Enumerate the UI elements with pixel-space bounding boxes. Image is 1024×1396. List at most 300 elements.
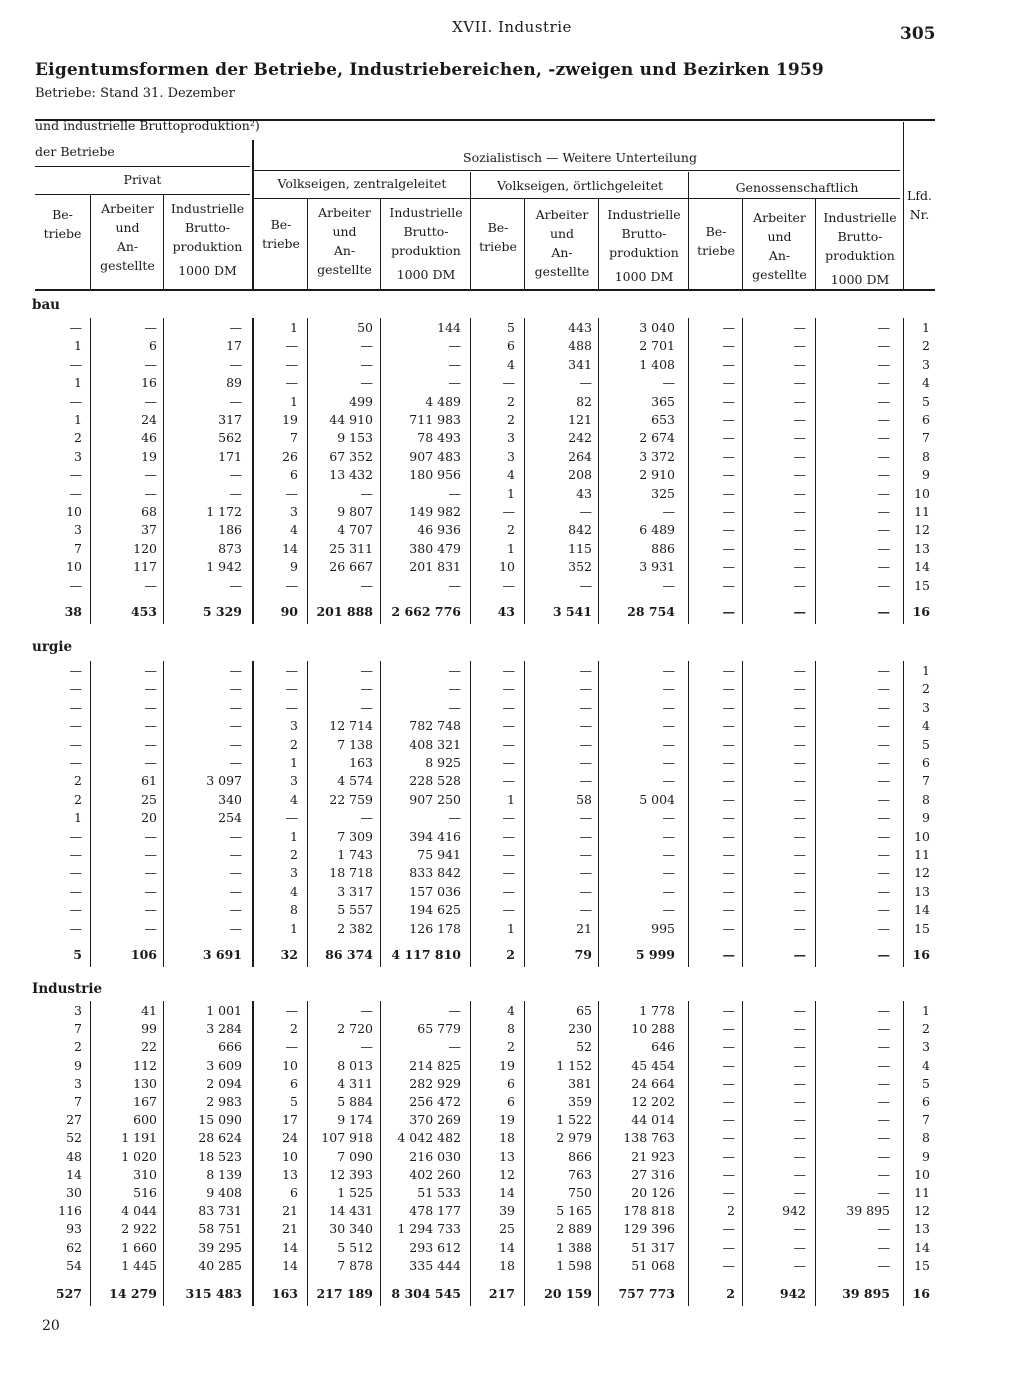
table-cell: —	[144, 847, 157, 862]
table-cell: —	[722, 902, 735, 918]
table-cell: 9	[74, 1057, 82, 1073]
table-cell: 106	[130, 947, 157, 962]
table-cell: 335 444	[409, 1257, 461, 1273]
table-cell: —	[662, 504, 675, 519]
table-cell: —	[285, 1003, 298, 1018]
table-cell: —	[579, 504, 592, 519]
table-cell: —	[793, 393, 806, 409]
table-cell: —	[877, 1003, 890, 1018]
table-cell: 2	[74, 791, 82, 807]
table-cell: 20	[141, 810, 157, 826]
body-rule-2-9	[598, 661, 599, 967]
running-head: XVII. Industrie	[452, 18, 572, 36]
table-cell: —	[793, 504, 806, 519]
table-cell: —	[793, 1094, 806, 1109]
table-cell: —	[877, 356, 890, 372]
table-cell: 2	[726, 1286, 735, 1301]
table-cell: 26 667	[329, 559, 373, 575]
body-rule-2-11	[742, 661, 743, 967]
row-number: 7	[922, 1112, 930, 1128]
table-cell: —	[793, 847, 806, 862]
table-cell: 2	[507, 1039, 515, 1055]
section-title-2: urgie	[32, 639, 73, 655]
table-cell: 10 288	[631, 1021, 675, 1037]
table-cell: —	[793, 699, 806, 715]
table-cell: —	[722, 1021, 735, 1037]
table-cell: 3 317	[337, 883, 373, 899]
table-cell: 264	[568, 448, 592, 464]
table-cell: —	[877, 847, 890, 862]
table-cell: 13	[282, 1166, 298, 1182]
body-rule-1-1	[90, 318, 91, 624]
table-cell: —	[793, 577, 806, 593]
table-cell: —	[285, 356, 298, 372]
table-cell: 3	[290, 773, 298, 789]
table-cell: —	[144, 577, 157, 593]
table-cell: 1 942	[206, 559, 242, 575]
table-cell: —	[877, 320, 890, 335]
subheader-unit-gen: 1000 DM	[830, 272, 890, 287]
table-cell: 7	[290, 430, 298, 446]
table-cell: 763	[568, 1166, 592, 1182]
table-cell: —	[877, 430, 890, 446]
table-cell: 8	[507, 1021, 515, 1037]
table-cell: —	[793, 356, 806, 372]
row-number: 3	[922, 699, 930, 715]
table-cell: 39 895	[842, 1286, 890, 1301]
table-cell: 5 165	[556, 1203, 592, 1219]
table-cell: 52	[66, 1130, 82, 1146]
table-cell: 228 528	[409, 773, 461, 789]
table-cell: 1	[507, 920, 515, 936]
table-cell: —	[877, 828, 890, 844]
table-cell: 217	[488, 1286, 515, 1301]
table-cell: —	[722, 1130, 735, 1146]
table-cell: 14 431	[329, 1203, 373, 1219]
header-volkseigen-oertlich: Volkseigen, örtlichgeleitet	[497, 178, 663, 193]
table-cell: 10	[282, 1057, 298, 1073]
table-cell: 180 956	[409, 467, 461, 483]
table-cell: 32	[280, 947, 298, 962]
table-cell: 44 014	[631, 1112, 675, 1128]
table-cell: —	[877, 865, 890, 881]
table-cell: 51 068	[631, 1257, 675, 1273]
table-cell: —	[793, 375, 806, 391]
table-cell: —	[722, 865, 735, 881]
body-rule-3-1	[90, 1001, 91, 1306]
table-cell: —	[877, 681, 890, 697]
table-cell: 21 923	[631, 1148, 675, 1164]
table-cell: 2	[74, 1039, 82, 1055]
row-number: 4	[922, 375, 930, 391]
table-cell: 65	[576, 1003, 592, 1018]
table-cell: 27	[66, 1112, 82, 1128]
table-cell: —	[69, 467, 82, 483]
table-cell: 186	[218, 522, 242, 538]
table-cell: —	[360, 338, 373, 354]
table-cell: —	[722, 1166, 735, 1182]
row-number: 14	[914, 902, 930, 918]
table-cell: 2	[74, 430, 82, 446]
table-cell: —	[722, 810, 735, 826]
table-cell: —	[722, 412, 735, 427]
table-cell: 488	[568, 338, 592, 354]
row-number: 5	[922, 1075, 930, 1091]
table-cell: 3 372	[639, 448, 675, 464]
table-cell: —	[722, 393, 735, 409]
subheader-produktion-vz: Industrielle Brutto- produktion	[389, 205, 463, 258]
subheader-betriebe-gen: Be- triebe	[697, 224, 735, 258]
table-cell: 19	[499, 1112, 515, 1128]
table-cell: 866	[568, 1148, 592, 1164]
table-cell: —	[144, 920, 157, 936]
table-cell: —	[229, 356, 242, 372]
table-cell: —	[793, 1021, 806, 1037]
page-number: 305	[900, 24, 936, 44]
table-cell: 116	[58, 1203, 82, 1219]
body-rule-3-11	[742, 1001, 743, 1306]
table-cell: 10	[282, 1148, 298, 1164]
table-cell: —	[448, 1039, 461, 1055]
table-cell: —	[722, 947, 735, 962]
table-cell: —	[144, 663, 157, 678]
table-cell: —	[793, 1003, 806, 1018]
table-cell: —	[579, 663, 592, 678]
table-cell: —	[793, 338, 806, 354]
table-cell: 600	[133, 1112, 157, 1128]
table-cell: 408 321	[409, 736, 461, 752]
table-cell: 3 097	[206, 773, 242, 789]
table-cell: 5	[290, 1094, 298, 1109]
table-cell: —	[877, 604, 890, 619]
body-rule-2-7	[470, 661, 471, 967]
table-cell: —	[793, 467, 806, 483]
table-cell: 43	[497, 604, 515, 619]
table-cell: 27 316	[631, 1166, 675, 1182]
row-number: 3	[922, 1039, 930, 1055]
table-cell: —	[229, 467, 242, 483]
table-cell: 3	[290, 865, 298, 881]
table-cell: 5 004	[639, 791, 675, 807]
row-number: 4	[922, 1057, 930, 1073]
table-cell: —	[877, 718, 890, 734]
table-cell: —	[877, 1130, 890, 1146]
table-cell: —	[448, 577, 461, 593]
table-cell: 217 189	[316, 1286, 373, 1301]
table-cell: 12 202	[631, 1094, 675, 1109]
table-cell: 5 557	[337, 902, 373, 918]
table-cell: —	[793, 810, 806, 826]
table-cell: —	[722, 540, 735, 556]
table-cell: —	[662, 699, 675, 715]
table-cell: —	[877, 338, 890, 354]
table-cell: —	[360, 681, 373, 697]
body-rule-2-6	[380, 661, 381, 967]
table-cell: —	[722, 791, 735, 807]
table-cell: 7 138	[337, 736, 373, 752]
table-cell: —	[722, 338, 735, 354]
body-rule-3-13	[903, 1001, 904, 1306]
rule-under-sozialistisch	[254, 170, 900, 171]
table-cell: —	[877, 1185, 890, 1200]
table-cell: —	[69, 828, 82, 844]
table-cell: —	[144, 718, 157, 734]
table-cell: 842	[568, 522, 592, 538]
table-cell: —	[579, 577, 592, 593]
table-cell: 1	[290, 828, 298, 844]
body-rule-1-9	[598, 318, 599, 624]
section-title-3: Industrie	[32, 981, 103, 997]
table-cell: 317	[218, 412, 242, 427]
table-cell: —	[360, 577, 373, 593]
table-cell: —	[662, 681, 675, 697]
table-cell: —	[69, 681, 82, 697]
table-cell: —	[502, 883, 515, 899]
table-cell: 757 773	[618, 1286, 675, 1301]
table-cell: 6	[290, 467, 298, 483]
row-number: 2	[922, 338, 930, 354]
table-cell: 873	[218, 540, 242, 556]
vline-vz-1	[307, 199, 308, 290]
row-number: 6	[922, 755, 930, 770]
table-cell: —	[662, 847, 675, 862]
header-volkseigen-zentral: Volkseigen, zentralgeleitet	[277, 176, 447, 191]
subheader-produktion-vo: Industrielle Brutto- produktion	[607, 207, 681, 260]
table-cell: —	[502, 902, 515, 918]
table-cell: 646	[651, 1039, 675, 1055]
table-cell: 1	[507, 540, 515, 556]
table-cell: —	[877, 1094, 890, 1109]
table-cell: 4 042 482	[397, 1130, 461, 1146]
row-number: 16	[912, 947, 930, 962]
row-number: 1	[922, 1003, 930, 1018]
table-cell: 1 660	[121, 1239, 157, 1255]
table-cell: 19	[141, 448, 157, 464]
table-cell: 41	[141, 1003, 157, 1018]
table-cell: —	[69, 736, 82, 752]
row-number: 15	[914, 577, 930, 593]
subheader-produktion-gen: Industrielle Brutto- produktion	[823, 210, 897, 263]
table-cell: 341	[568, 356, 592, 372]
table-cell: —	[579, 883, 592, 899]
table-cell: —	[662, 375, 675, 391]
table-cell: 19	[499, 1057, 515, 1073]
table-cell: 394 416	[409, 828, 461, 844]
table-cell: 4 311	[337, 1075, 373, 1091]
table-cell: —	[229, 847, 242, 862]
table-cell: 6 489	[639, 522, 675, 538]
row-number: 9	[922, 1148, 930, 1164]
table-cell: —	[229, 699, 242, 715]
table-cell: 9 408	[206, 1185, 242, 1200]
table-cell: 25	[141, 791, 157, 807]
table-cell: 310	[133, 1166, 157, 1182]
table-cell: 1 020	[121, 1148, 157, 1164]
table-cell: —	[144, 320, 157, 335]
table-cell: 499	[349, 393, 373, 409]
table-cell: 144	[437, 320, 461, 335]
table-cell: —	[793, 1130, 806, 1146]
rule-under-subgroups	[254, 198, 900, 199]
row-number: 13	[914, 1221, 930, 1237]
table-cell: 208	[568, 467, 592, 483]
table-cell: 58 751	[198, 1221, 242, 1237]
table-cell: —	[662, 736, 675, 752]
table-cell: —	[662, 828, 675, 844]
table-cell: —	[579, 718, 592, 734]
table-cell: 13 432	[329, 467, 373, 483]
table-cell: 58	[576, 791, 592, 807]
table-cell: —	[360, 1039, 373, 1055]
table-cell: 4 117 810	[391, 947, 461, 962]
table-cell: —	[877, 1057, 890, 1073]
table-cell: —	[229, 577, 242, 593]
table-cell: 3	[507, 430, 515, 446]
header-privat: Privat	[123, 172, 162, 187]
row-number: 9	[922, 467, 930, 483]
table-cell: 3	[74, 1003, 82, 1018]
table-cell: 1 778	[639, 1003, 675, 1018]
table-cell: 22 759	[329, 791, 373, 807]
table-cell: —	[502, 828, 515, 844]
table-cell: 163	[271, 1286, 298, 1301]
table-cell: 171	[218, 448, 242, 464]
body-rule-3-2	[163, 1001, 164, 1306]
table-cell: —	[722, 577, 735, 593]
table-cell: 121	[568, 412, 592, 427]
body-rule-3-5	[307, 1001, 308, 1306]
table-cell: 22	[141, 1039, 157, 1055]
table-cell: —	[502, 699, 515, 715]
table-cell: —	[793, 947, 806, 962]
table-cell: 18	[499, 1130, 515, 1146]
table-cell: 4	[507, 356, 515, 372]
table-cell: —	[502, 755, 515, 770]
table-cell: 82	[576, 393, 592, 409]
table-cell: —	[722, 736, 735, 752]
table-cell: 1	[290, 920, 298, 936]
table-cell: —	[877, 947, 890, 962]
table-cell: —	[877, 504, 890, 519]
table-cell: —	[877, 1039, 890, 1055]
table-cell: 18 523	[198, 1148, 242, 1164]
footer-number: 20	[42, 1318, 60, 1334]
table-cell: 4 707	[337, 522, 373, 538]
table-cell: 907 250	[409, 791, 461, 807]
body-rule-1-7	[470, 318, 471, 624]
table-cell: 1 388	[556, 1239, 592, 1255]
table-cell: 256 472	[409, 1094, 461, 1109]
table-cell: 942	[782, 1203, 806, 1219]
table-cell: 46 936	[417, 522, 461, 538]
table-cell: —	[722, 755, 735, 770]
table-cell: 3 040	[639, 320, 675, 335]
table-cell: —	[722, 699, 735, 715]
table-cell: 17	[282, 1112, 298, 1128]
table-cell: 2	[506, 947, 515, 962]
table-cell: 7 878	[337, 1257, 373, 1273]
table-cell: —	[69, 847, 82, 862]
table-cell: 3 691	[202, 947, 242, 962]
table-cell: 15 090	[198, 1112, 242, 1128]
table-cell: —	[793, 1166, 806, 1182]
table-cell: —	[877, 577, 890, 593]
table-cell: —	[722, 320, 735, 335]
header-lfd-nr: Lfd. Nr.	[907, 188, 932, 222]
table-cell: —	[662, 773, 675, 789]
table-cell: 129 396	[623, 1221, 675, 1237]
vline-private-social-double	[253, 140, 254, 290]
table-cell: 38	[64, 604, 82, 619]
table-cell: —	[69, 577, 82, 593]
table-cell: 75 941	[417, 847, 461, 862]
table-cell: —	[793, 448, 806, 464]
table-cell: 3	[74, 522, 82, 538]
table-cell: —	[448, 356, 461, 372]
row-number: 1	[922, 663, 930, 678]
table-cell: —	[285, 699, 298, 715]
table-cell: —	[877, 522, 890, 538]
body-rule-3-8	[524, 1001, 525, 1306]
table-cell: —	[144, 755, 157, 770]
table-cell: 8 013	[337, 1057, 373, 1073]
table-cell: —	[579, 699, 592, 715]
table-cell: 6	[290, 1075, 298, 1091]
table-cell: 14	[499, 1185, 515, 1200]
table-cell: 216 030	[409, 1148, 461, 1164]
body-rule-3-6	[380, 1001, 381, 1306]
table-cell: —	[144, 467, 157, 483]
table-cell: —	[69, 755, 82, 770]
table-cell: —	[793, 485, 806, 501]
table-cell: 230	[568, 1021, 592, 1037]
table-cell: 1 408	[639, 356, 675, 372]
table-cell: —	[502, 375, 515, 391]
header-genossenschaftlich: Genossenschaftlich	[735, 180, 859, 195]
row-number: 10	[914, 828, 930, 844]
row-number: 9	[922, 810, 930, 826]
table-cell: 45 454	[631, 1057, 675, 1073]
table-cell: —	[448, 1003, 461, 1018]
table-cell: 5 999	[635, 947, 675, 962]
table-cell: —	[579, 828, 592, 844]
table-cell: 12	[499, 1166, 515, 1182]
table-cell: 83 731	[198, 1203, 242, 1219]
subheader-arbeiter-privat: Arbeiter und An- gestellte	[100, 201, 155, 273]
row-number: 5	[922, 393, 930, 409]
table-cell: —	[793, 1239, 806, 1255]
table-cell: 666	[218, 1039, 242, 1055]
table-cell: 65 779	[417, 1021, 461, 1037]
table-cell: 2 701	[639, 338, 675, 354]
table-cell: 478 177	[409, 1203, 461, 1219]
table-cell: 28 754	[627, 604, 675, 619]
body-rule-2-4	[253, 661, 254, 967]
table-cell: —	[229, 902, 242, 918]
table-cell: 2	[507, 393, 515, 409]
table-cell: 7	[74, 1094, 82, 1109]
body-rule-1-12	[815, 318, 816, 624]
table-cell: —	[722, 485, 735, 501]
row-number: 2	[922, 1021, 930, 1037]
table-cell: —	[877, 1021, 890, 1037]
table-cell: 67 352	[329, 448, 373, 464]
table-cell: —	[502, 718, 515, 734]
table-cell: 1 152	[556, 1057, 592, 1073]
table-cell: 52	[576, 1039, 592, 1055]
table-cell: 9 153	[337, 430, 373, 446]
table-cell: 4	[290, 522, 298, 538]
